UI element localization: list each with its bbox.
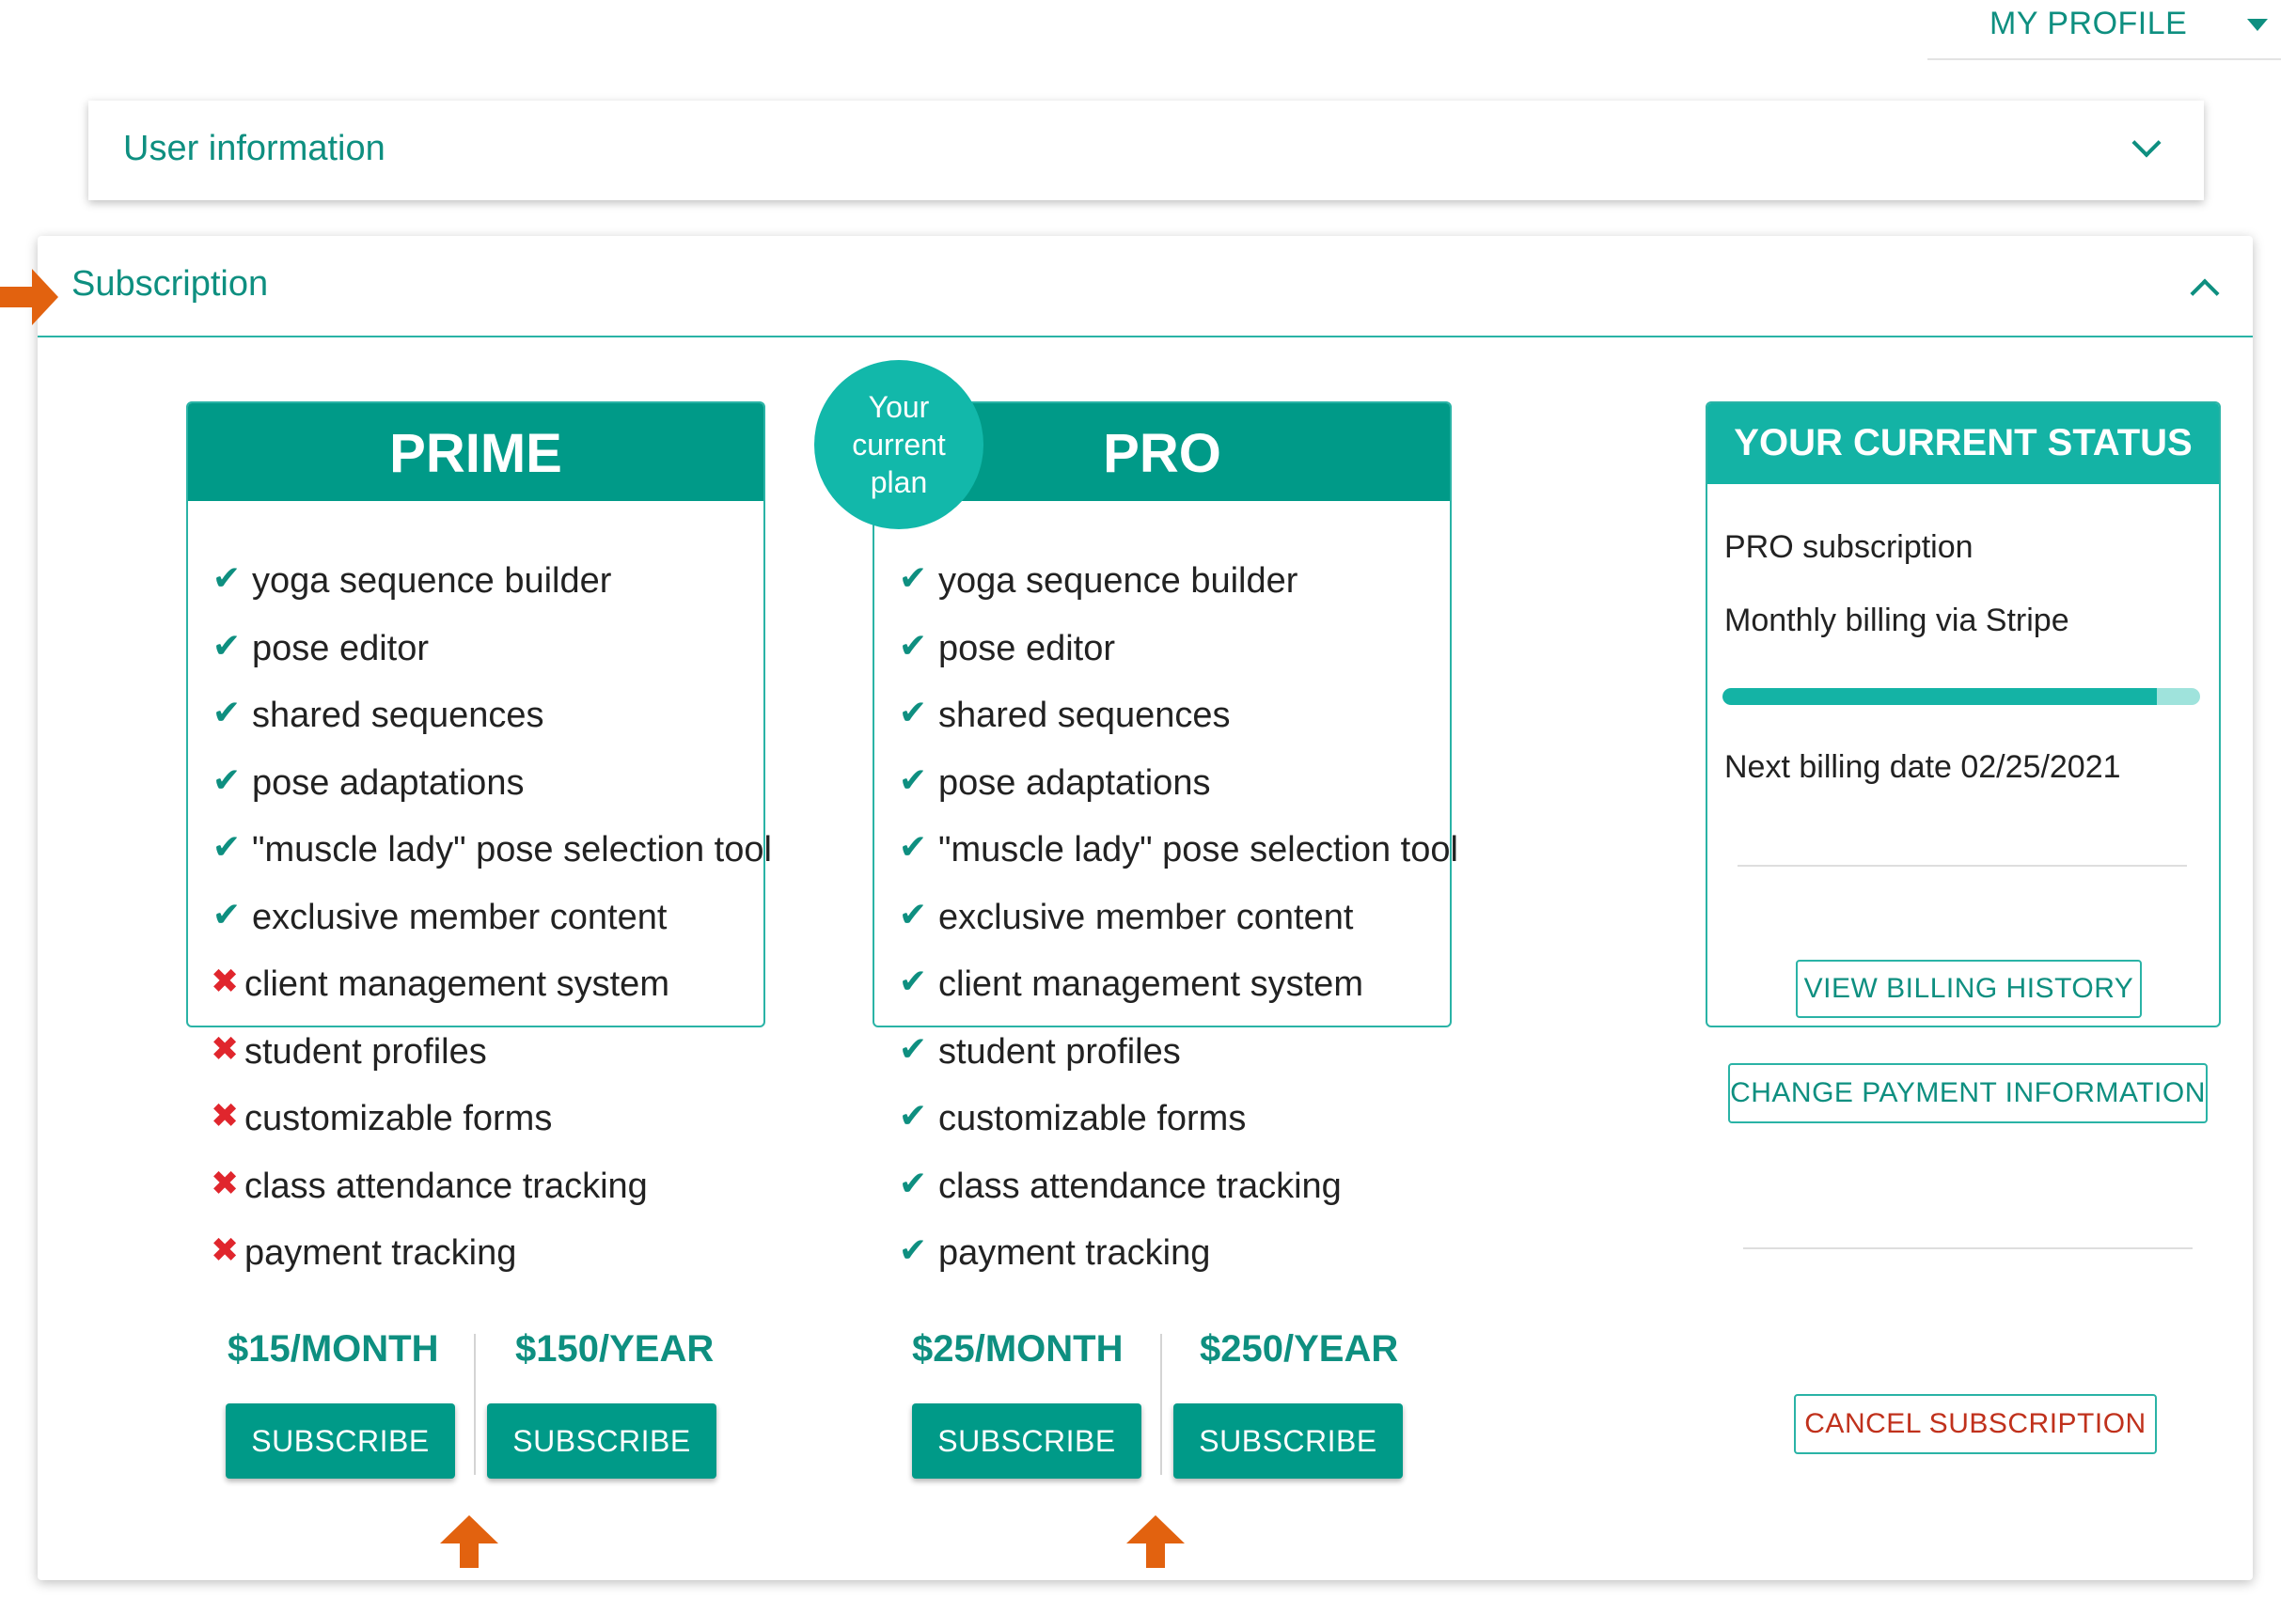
feature-item — [897, 693, 1458, 763]
feature-item — [211, 760, 772, 831]
subscribe-yearly-button[interactable]: SUBSCRIBE — [1173, 1403, 1403, 1479]
feature-label: shared sequences — [938, 696, 1231, 735]
check-icon: ✔ — [898, 894, 928, 933]
feature-item — [897, 894, 1458, 965]
billing-period-progress-bar — [1722, 688, 2200, 705]
check-icon: ✔ — [898, 625, 928, 665]
feature-item — [897, 1230, 1458, 1301]
user-information-accordion[interactable] — [88, 101, 2204, 200]
feature-item — [211, 693, 772, 763]
change-payment-information-button[interactable]: CHANGE PAYMENT INFORMATION — [1728, 1063, 2208, 1123]
feature-label: client management system — [938, 964, 1363, 1004]
feature-item — [211, 827, 772, 898]
monthly-price: $25/MONTH — [912, 1328, 1124, 1370]
feature-label: "muscle lady" pose selection tool — [938, 830, 1458, 870]
user-information-title: User information — [123, 129, 385, 168]
feature-item — [211, 1163, 772, 1234]
subscription-header[interactable] — [38, 236, 2253, 337]
check-icon: ✔ — [898, 558, 928, 597]
my-profile-dropdown[interactable] — [1927, 0, 2281, 60]
billing-period-progress-fill — [1722, 688, 2157, 705]
next-billing-date-text: Next billing date 02/25/2021 — [1724, 749, 2121, 785]
plan-name: PRO — [1103, 423, 1221, 484]
check-icon: ✔ — [212, 827, 242, 866]
divider — [1738, 865, 2187, 867]
feature-label: pose editor — [938, 628, 1116, 668]
feature-item — [897, 625, 1458, 697]
check-icon: ✔ — [898, 962, 928, 1000]
feature-label: shared sequences — [252, 696, 544, 735]
feature-item — [897, 827, 1458, 898]
check-icon: ✔ — [898, 1230, 928, 1269]
caret-down-icon — [2247, 19, 2268, 31]
chevron-down-icon[interactable] — [2131, 128, 2161, 157]
feature-item — [211, 625, 772, 697]
yearly-price: $150/YEAR — [515, 1328, 715, 1370]
feature-label: student profiles — [244, 1031, 487, 1072]
orange-arrow-icon — [440, 1515, 498, 1568]
check-icon: ✔ — [898, 1096, 928, 1135]
x-icon: ✖ — [211, 962, 240, 1000]
feature-list — [897, 558, 1458, 1301]
feature-item — [211, 1096, 772, 1167]
orange-arrow-icon — [0, 269, 58, 325]
x-icon: ✖ — [211, 1163, 240, 1202]
chevron-up-icon[interactable] — [2190, 278, 2219, 307]
subscribe-monthly-button[interactable]: SUBSCRIBE — [912, 1403, 1141, 1479]
feature-label: client management system — [244, 964, 669, 1004]
feature-label: customizable forms — [244, 1099, 553, 1138]
feature-label: exclusive member content — [252, 897, 668, 937]
feature-item — [211, 964, 772, 1032]
feature-item — [211, 1028, 772, 1100]
feature-label: payment tracking — [938, 1233, 1211, 1273]
my-profile-label: MY PROFILE — [1989, 6, 2188, 41]
yearly-price: $250/YEAR — [1200, 1328, 1399, 1370]
monthly-price: $15/MONTH — [228, 1328, 439, 1370]
feature-item — [897, 1096, 1458, 1167]
feature-list — [211, 558, 772, 1301]
feature-label: pose adaptations — [938, 762, 1211, 803]
plan-header — [188, 403, 763, 501]
check-icon: ✔ — [212, 693, 242, 731]
check-icon: ✔ — [212, 625, 242, 665]
feature-label: class attendance tracking — [938, 1166, 1342, 1206]
current-status-card — [1706, 401, 2221, 1439]
check-icon: ✔ — [212, 894, 242, 933]
check-icon: ✔ — [898, 693, 928, 731]
plan-card-prime — [186, 401, 772, 1458]
check-icon: ✔ — [212, 760, 242, 799]
check-icon: ✔ — [898, 827, 928, 866]
feature-item — [897, 1163, 1458, 1234]
check-icon: ✔ — [212, 558, 242, 597]
feature-label: yoga sequence builder — [252, 561, 612, 601]
subscribe-yearly-button[interactable]: SUBSCRIBE — [487, 1403, 716, 1479]
feature-label: customizable forms — [938, 1099, 1247, 1138]
feature-label: payment tracking — [244, 1233, 517, 1273]
feature-label: class attendance tracking — [244, 1166, 648, 1206]
cancel-subscription-button[interactable]: CANCEL SUBSCRIPTION — [1794, 1394, 2157, 1454]
feature-item — [897, 558, 1458, 629]
feature-item — [897, 1028, 1458, 1100]
current-plan-badge-text: Your current plan — [852, 390, 946, 499]
feature-label: yoga sequence builder — [938, 561, 1298, 601]
x-icon: ✖ — [211, 1028, 240, 1068]
plan-name: PRIME — [389, 423, 562, 484]
feature-label: exclusive member content — [938, 897, 1354, 937]
subscription-title: Subscription — [71, 264, 269, 304]
billing-method-text: Monthly billing via Stripe — [1724, 603, 2069, 638]
orange-arrow-icon — [1126, 1515, 1185, 1568]
x-icon: ✖ — [211, 1230, 240, 1269]
feature-item — [897, 964, 1458, 1032]
status-title: YOUR CURRENT STATUS — [1734, 422, 2193, 463]
current-plan-badge — [814, 360, 983, 529]
subscribe-monthly-button[interactable]: SUBSCRIBE — [226, 1403, 455, 1479]
feature-item — [897, 760, 1458, 831]
view-billing-history-button[interactable]: VIEW BILLING HISTORY — [1796, 960, 2142, 1018]
feature-label: student profiles — [938, 1031, 1181, 1072]
subscription-type-text: PRO subscription — [1724, 529, 1974, 565]
check-icon: ✔ — [898, 1028, 928, 1068]
price-divider — [1160, 1334, 1162, 1475]
feature-label: pose adaptations — [252, 762, 525, 803]
price-divider — [474, 1334, 476, 1475]
feature-label: pose editor — [252, 628, 430, 668]
divider — [1743, 1247, 2193, 1249]
feature-item — [211, 1230, 772, 1301]
feature-item — [211, 558, 772, 629]
check-icon: ✔ — [898, 760, 928, 799]
check-icon: ✔ — [898, 1163, 928, 1202]
x-icon: ✖ — [211, 1096, 240, 1135]
status-header — [1707, 403, 2219, 484]
feature-label: "muscle lady" pose selection tool — [252, 830, 772, 870]
feature-item — [211, 894, 772, 965]
